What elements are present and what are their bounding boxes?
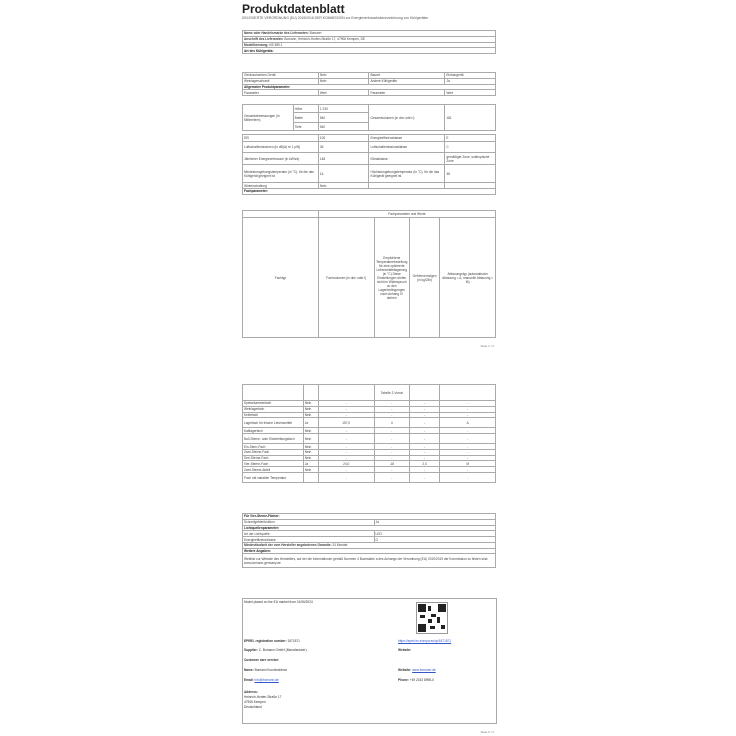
phone-label: Phone: +49 2152 8998-0 xyxy=(398,678,434,682)
address-line: Deutschland xyxy=(244,705,262,709)
eprel-box xyxy=(242,598,497,724)
table-cell: - xyxy=(374,444,409,450)
table-cell: - xyxy=(374,455,409,461)
table-cell: Tiefe xyxy=(293,123,318,131)
compartment-table xyxy=(242,384,496,483)
table-cell: - xyxy=(409,412,439,418)
page-2 xyxy=(240,384,498,736)
customer-label: Customer care service: xyxy=(244,658,280,662)
table-cell: 36 xyxy=(318,142,369,153)
table-cell: - xyxy=(409,444,439,450)
table-cell: 148 xyxy=(318,153,369,165)
table-cell: - xyxy=(318,473,374,483)
page-number: Seite 2 / 2 xyxy=(480,730,494,734)
email-value[interactable]: info@bomann.de xyxy=(254,678,279,682)
table-cell: - xyxy=(409,406,439,412)
table-row xyxy=(243,142,496,153)
table-cell: Nein xyxy=(318,73,369,79)
table-cell: - xyxy=(374,428,409,434)
table-cell: -18 xyxy=(374,461,409,467)
table-cell: 38 xyxy=(445,165,496,183)
table-cell xyxy=(303,385,318,401)
table-cell: - xyxy=(409,418,439,428)
table-cell: LED xyxy=(374,531,495,537)
general-heading: Allgemeine Produktparameter: xyxy=(243,84,496,90)
table-cell: Nein xyxy=(303,444,318,450)
warranty-row: Mindestlaufzeit der vom Hersteller angebotenen Garantie: 24 Monate xyxy=(243,542,496,548)
table-cell: - xyxy=(440,455,496,461)
table-cell: Nein xyxy=(303,434,318,444)
table-cell: Fachtyp xyxy=(243,218,319,338)
table-cell: - xyxy=(374,434,409,444)
eprel-link[interactable]: https://eprel.ec.europa.eu/qr/1871871 xyxy=(398,639,452,643)
table-cell: Parameter xyxy=(369,90,445,96)
volume-value: 181 xyxy=(445,105,496,131)
four-star-heading: Für Vier-Sterne-Fächer: xyxy=(243,514,496,520)
table-cell: Mindestumgebungstemperatur (in °C), für die das Kühlgerät geeignet ist xyxy=(243,165,319,183)
table-cell: 24,0 xyxy=(318,461,374,467)
table-cell: - xyxy=(440,467,496,473)
table-cell: Breite xyxy=(293,113,318,123)
address-line: Heinrich-Horten-Straße 17 xyxy=(244,695,282,699)
table-cell: 1 230 xyxy=(318,105,369,113)
light-heading: Lichtquellenparameter: xyxy=(243,525,496,531)
table-cell: Ein-Stern-Fach xyxy=(243,444,304,450)
table-cell: Kellerfach xyxy=(243,412,304,418)
table-cell: 4 xyxy=(374,418,409,428)
table-cell: Kaltlagerfach xyxy=(243,428,304,434)
table-cell: Energieeffizienzklasse xyxy=(369,135,445,142)
table-cell: Klimaklasse: xyxy=(369,153,445,165)
table-cell: Nein xyxy=(303,455,318,461)
table-cell: Winterschaltung xyxy=(243,183,319,189)
table-cell: Fach mit variabler Temperatur xyxy=(243,473,304,483)
table-cell: Art der Lichtquelle xyxy=(243,531,375,537)
table-cell: 157,0 xyxy=(318,418,374,428)
table-cell: Zwei-Sterne-Abteil xyxy=(243,467,304,473)
web-value[interactable]: www.bomann.de xyxy=(412,668,436,672)
table-cell: Energieeffizienzklasse xyxy=(243,537,375,543)
table-cell: - xyxy=(409,428,439,434)
table-cell: - xyxy=(409,434,439,444)
table-cell: Lagerfach für frische Lebensmittel xyxy=(243,418,304,428)
table-cell: 2,0 xyxy=(409,461,439,467)
table-cell: - xyxy=(318,428,374,434)
table-cell: - xyxy=(374,406,409,412)
table-cell: Abtauungstyp (automatische Abtauung = A, manuelle Abtauung = M) xyxy=(440,218,496,338)
eprel-label: EPREL registration number: 1871871 xyxy=(244,639,300,643)
table-cell: Nein xyxy=(318,183,369,189)
table-cell: - xyxy=(409,449,439,455)
table-cell: 540 xyxy=(318,113,369,123)
table-cell: Luftschallemissionen (in dB(A) re 1 pW) xyxy=(243,142,319,153)
further-heading: Weitere Angaben: xyxy=(243,548,496,554)
table-cell: Speisekammerfach xyxy=(243,401,304,407)
table-cell: Weinlagerfach xyxy=(243,406,304,412)
table-cell: A xyxy=(440,418,496,428)
table-cell: - xyxy=(440,473,496,483)
table-cell: - xyxy=(318,412,374,418)
compartment-group: Fachparameter und Werte xyxy=(318,211,495,218)
type-heading: Art des Kühlgeräts: xyxy=(243,48,496,54)
table-cell: Parameter xyxy=(243,90,319,96)
table-cell xyxy=(318,385,374,401)
table-cell: Weinlagerschrank xyxy=(243,78,319,84)
eprel-header: Model placed on the EU market from 01/06/2024 xyxy=(244,600,313,604)
dimensions-table xyxy=(242,104,496,131)
table-cell: E xyxy=(445,135,496,142)
table-cell: - xyxy=(374,412,409,418)
table-cell: - xyxy=(318,434,374,444)
table-cell xyxy=(409,385,439,401)
table-cell: - xyxy=(440,444,496,450)
table-cell: 100 xyxy=(318,135,369,142)
table-cell: - xyxy=(409,467,439,473)
table-cell: Wert xyxy=(445,90,496,96)
table-cell: Zwei-Sterne-Fach xyxy=(243,449,304,455)
supplier-table xyxy=(242,30,496,54)
table-cell: - xyxy=(440,401,496,407)
table-cell: - xyxy=(318,449,374,455)
address-label: Address: xyxy=(244,690,258,694)
page-1 xyxy=(240,0,498,352)
table-cell: Nein xyxy=(318,78,369,84)
website-label: Website: xyxy=(398,648,412,652)
table-row xyxy=(243,418,496,428)
table-row xyxy=(243,165,496,183)
table-cell: - xyxy=(440,449,496,455)
table-cell: Wert xyxy=(318,90,369,96)
table-cell: Gefriervermögen (in kg/24h) xyxy=(409,218,439,338)
table-row xyxy=(243,434,496,444)
web-label: Website: www.bomann.de xyxy=(398,668,436,672)
table-cell: - xyxy=(374,449,409,455)
table-cell: G xyxy=(374,537,495,543)
table-cell: Nein xyxy=(303,467,318,473)
table-cell: C xyxy=(445,142,496,153)
table-cell xyxy=(243,385,304,401)
table-cell: - xyxy=(374,473,409,483)
table-cell: Bauart xyxy=(369,73,445,79)
table-row xyxy=(243,153,496,165)
regulation-subtitle: DELEGIERTE VERORDNUNG (EU) 2019/2016 DER KOMMISSION zur Energieverbrauchskennzeichnung von Kühlgeräten xyxy=(242,16,429,20)
page-number: Seite 1 / 2 xyxy=(480,344,494,348)
table-cell: Nein xyxy=(303,406,318,412)
table-cell: - xyxy=(440,406,496,412)
table-cell: Ja xyxy=(303,461,318,467)
table-cell: 540 xyxy=(318,123,369,131)
table-cell: Empfohlene Temperatureinstellung für eine optimierte Lebensmittellagerung (in °C) Diese Einstellungen dürfen nicht im Widerspruch zu den Lagerbedingungen nach Anhang IV stehen xyxy=(374,218,409,338)
table-cell: - xyxy=(318,406,374,412)
compartment-header-table xyxy=(242,210,496,338)
table-cell: Vier-Sterne-Fach xyxy=(243,461,304,467)
table-cell: gemäßigte Zone, subtropische Zone xyxy=(445,153,496,165)
table-cell: Höchstumgebungstemperatur (in °C), für die das Kühlgerät geeignet ist xyxy=(369,165,445,183)
table-cell: Fachvolumen (in dm³ oder l) xyxy=(318,218,374,338)
table-cell: Nein xyxy=(303,449,318,455)
name-label: Name: Bomann Kundendienst xyxy=(244,668,287,672)
table-cell: - xyxy=(440,434,496,444)
phone-value: +49 2152 8998-0 xyxy=(409,678,434,682)
table-cell: Jährlicher Energieverbrauch (in kWh/a) xyxy=(243,153,319,165)
table-cell: 16 xyxy=(318,165,369,183)
table-header xyxy=(243,90,496,96)
table-cell: - xyxy=(318,444,374,450)
table-cell: Luftschallemissionsklasse xyxy=(369,142,445,153)
table-row xyxy=(243,135,496,142)
table-cell: - xyxy=(409,401,439,407)
table-cell: - xyxy=(318,467,374,473)
model-row: Modellkennung: KB 389.1 xyxy=(243,42,496,48)
name-value: Bomann Kundendienst xyxy=(254,668,287,672)
table-cell: Schnellgefrierfunktion xyxy=(243,519,375,525)
table-cell: Nein xyxy=(303,428,318,434)
type-table xyxy=(242,72,496,96)
table-cell: - xyxy=(409,473,439,483)
address-line: 47906 Kempen xyxy=(244,700,266,704)
qr-code[interactable] xyxy=(416,602,448,634)
table-cell: Null-Sterne- oder Eisbereitungsfach xyxy=(243,434,304,444)
table-cell: - xyxy=(440,412,496,418)
volume-label: Gesamtvolumen (in dm³ oder l) xyxy=(369,105,445,131)
table-cell: - xyxy=(318,401,374,407)
table-cell: M xyxy=(440,461,496,467)
table-cell: - xyxy=(440,428,496,434)
table-cell: Nein xyxy=(303,401,318,407)
table-cell: Andere Kühlgeräte xyxy=(369,78,445,84)
table-cell xyxy=(243,211,319,218)
supplier-name-row: Name oder Handelsmarke des Lieferanten: Bomann xyxy=(243,31,496,37)
supplier-address-row: Anschrift des Lieferanten: Bomann, Heinrich-Horten-Straße 17, 47906 Kempen, DE xyxy=(243,36,496,42)
supplier-label: Supplier: C. Bomann GmbH (Manufacturer) xyxy=(244,648,307,652)
top-header: Tabelle 3 Vorrat xyxy=(374,385,409,401)
table-cell: Einbaugerät xyxy=(445,73,496,79)
table-cell: Nein xyxy=(303,412,318,418)
table-cell: Höhe xyxy=(293,105,318,113)
dims-label: Gesamtabmessungen (in Millimetern) xyxy=(243,105,294,131)
general-table xyxy=(242,134,496,195)
eprel-value: 1871871 xyxy=(287,639,300,643)
table-cell xyxy=(303,473,318,483)
table-cell: - xyxy=(318,455,374,461)
table-cell: Geräuscharmes Gerät xyxy=(243,73,319,79)
table-cell: - xyxy=(374,401,409,407)
table-cell xyxy=(440,385,496,401)
table-cell: - xyxy=(409,455,439,461)
extra-table xyxy=(242,513,496,568)
table-cell: - xyxy=(374,467,409,473)
table-row xyxy=(243,473,496,483)
supplier-value: C. Bomann GmbH (Manufacturer) xyxy=(258,648,307,652)
further-text: Weblink zur Website des Herstellers, auf der die Informationen gemäß Nummer 4 Buchstabe a des Anhangs der Verordnung (EU) 2019/2019 der Kommission zu finden sind: www.bomann-germany.de xyxy=(243,554,496,568)
table-cell: EEI xyxy=(243,135,319,142)
table-cell: Ja xyxy=(374,519,495,525)
table-cell: Ja xyxy=(445,78,496,84)
table-cell: Ja xyxy=(303,418,318,428)
table-cell: Drei-Sterne-Fach xyxy=(243,455,304,461)
compartment-heading: Fachparameter: xyxy=(243,189,496,195)
email-label: Email: info@bomann.de xyxy=(244,678,279,682)
page-title: Produktdatenblatt xyxy=(242,2,345,16)
